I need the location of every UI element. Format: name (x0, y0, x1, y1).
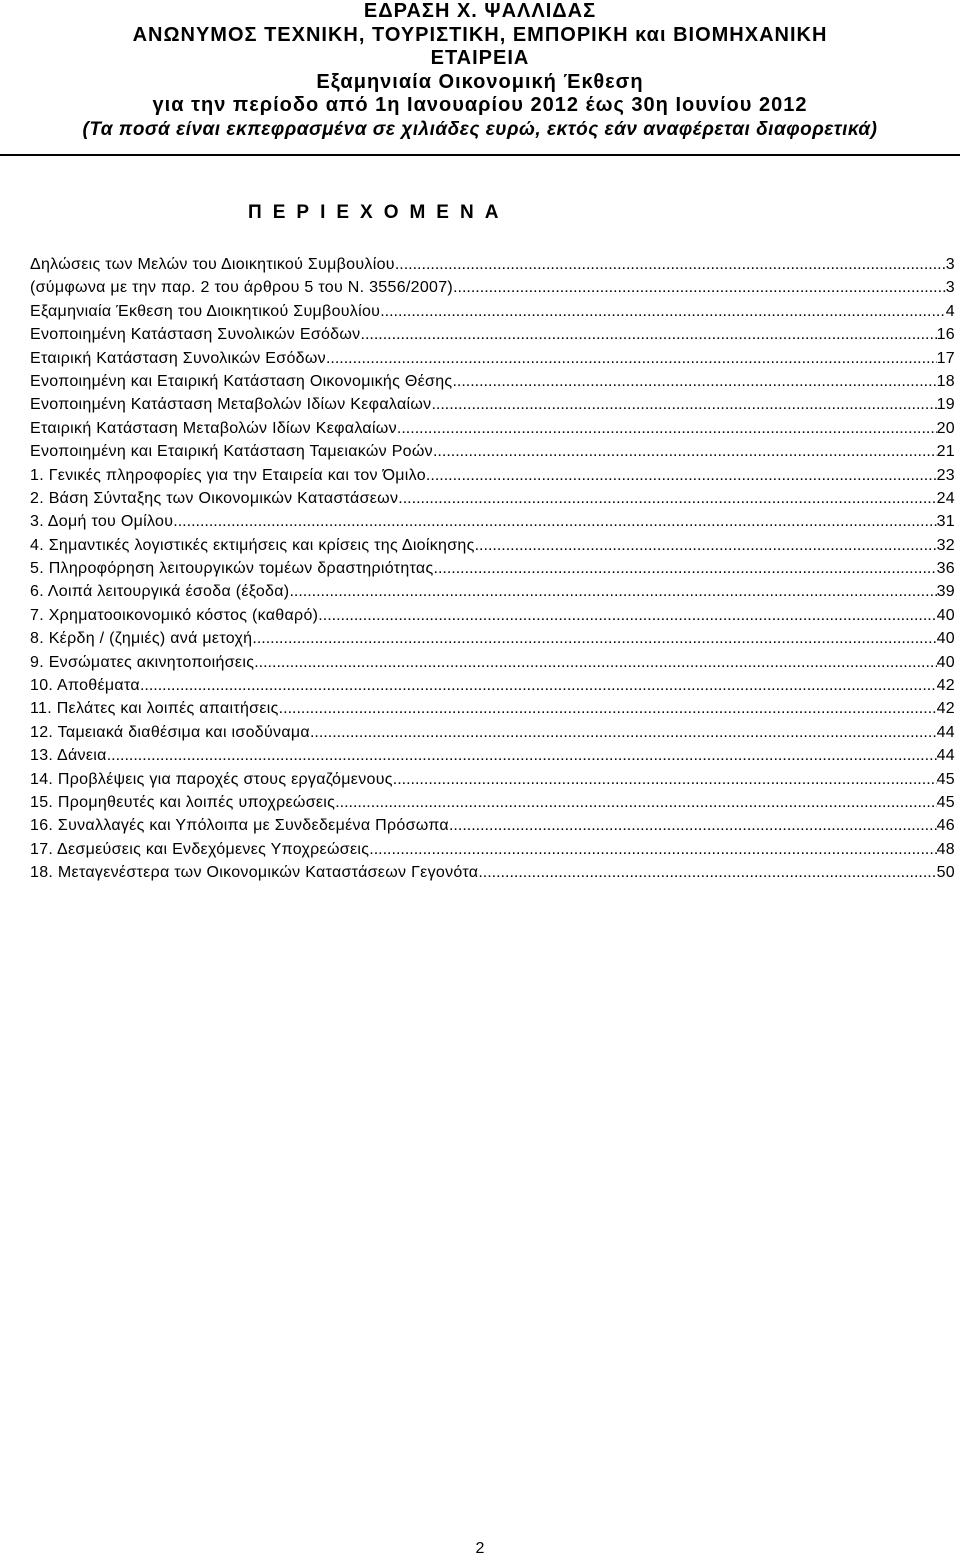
toc-entry[interactable] (30, 417, 955, 440)
toc-entry-label: 1. Γενικές πληροφορίες για την Εταιρεία και τον Όμιλο (30, 466, 426, 484)
company-legal-name: ΑΝΩΝΥΜΟΣ ΤΕΧΝΙΚΗ, ΤΟΥΡΙΣΤΙΚΗ, ΕΜΠΟΡΙΚΗ και ΒΙΟΜΗΧΑΝΙΚΗ (132, 23, 828, 46)
toc-entry-page: 36 (936, 560, 955, 578)
toc-entry-label: 7. Χρηματοοικονομικό κόστος (καθαρό) (30, 606, 319, 624)
toc-entry-label: 6. Λοιπά λειτουργικά έσοδα (έξοδα) (30, 583, 290, 601)
toc-leader-dots (335, 791, 936, 814)
toc-entry-page: 40 (936, 630, 955, 648)
toc-entry[interactable] (30, 534, 955, 557)
toc-entry[interactable] (30, 323, 955, 346)
toc-entry-page: 42 (936, 700, 955, 718)
toc-entry-page: 19 (936, 396, 955, 414)
toc-leader-dots (107, 744, 937, 767)
toc-entry[interactable] (30, 580, 955, 603)
toc-entry-label: Ενοποιημένη και Εταιρική Κατάσταση Ταμειακών Ροών (30, 443, 433, 461)
toc-entry-page: 48 (936, 840, 955, 858)
toc-entry-label: 11. Πελάτες και λοιπές απαιτήσεις (30, 700, 279, 718)
toc-entry[interactable] (30, 510, 955, 533)
toc-leader-dots (318, 604, 936, 627)
toc-entry-page: 44 (936, 747, 955, 765)
toc-leader-dots (361, 323, 937, 346)
report-title: Εξαμηνιαία Οικονομική Έκθεση (316, 70, 644, 93)
toc-leader-dots (254, 651, 936, 674)
toc-entry-label: Εταιρική Κατάσταση Μεταβολών Ιδίων Κεφαλαίων (30, 419, 397, 437)
page-number: 2 (475, 1540, 485, 1557)
toc-entry[interactable] (30, 487, 955, 510)
toc-entry-page: 20 (936, 419, 955, 437)
toc-entry[interactable] (30, 440, 955, 463)
toc-entry-page: 46 (936, 817, 955, 835)
report-period: για την περίοδο από 1η Ιανουαρίου 2012 έως 30η Ιουνίου 2012 (152, 94, 808, 116)
toc-entry-label: 14. Προβλέψεις για παροχές στους εργαζόμενους (30, 770, 393, 788)
toc-entry[interactable] (30, 300, 955, 323)
toc-leader-dots (426, 464, 937, 487)
toc-entry-page: 39 (936, 583, 955, 601)
toc-entry-label: 13. Δάνεια (30, 747, 107, 765)
toc-entry-label: 3. Δομή του Ομίλου (30, 513, 174, 531)
toc-entry-label: 2. Βάση Σύνταξης των Οικονομικών Καταστάσεων (30, 489, 399, 507)
toc-leader-dots (431, 393, 936, 416)
toc-leader-dots (289, 580, 936, 603)
toc-entry-label: 18. Μεταγενέστερα των Οικονομικών Καταστάσεων Γεγονότα (30, 864, 479, 882)
toc-entry[interactable] (30, 744, 955, 767)
table-of-contents (30, 253, 955, 885)
toc-entry-page: 40 (936, 653, 955, 671)
toc-entry-label: Δηλώσεις των Μελών του Διοικητικού Συμβουλίου (30, 256, 395, 273)
document-header (0, 0, 960, 141)
toc-entry-page: 44 (936, 723, 955, 741)
header-divider (0, 154, 960, 156)
toc-leader-dots (173, 510, 936, 533)
toc-leader-dots (310, 721, 937, 744)
toc-entry[interactable] (30, 814, 955, 837)
toc-entry-label: 16. Συναλλαγές και Υπόλοιπα με Συνδεδεμένα Πρόσωπα (30, 817, 449, 835)
toc-entry-page: 16 (936, 326, 955, 344)
toc-entry[interactable] (30, 651, 955, 674)
toc-entry[interactable] (30, 557, 955, 580)
toc-leader-dots (452, 370, 936, 393)
toc-entry-label: 12. Ταμειακά διαθέσιμα και ισοδύναμα (30, 723, 310, 741)
toc-entry-page: 40 (936, 606, 955, 624)
toc-entry-label: Εξαμηνιαία Έκθεση του Διοικητικού Συμβουλίου (30, 302, 381, 320)
toc-entry-label: Ενοποιημένη και Εταιρική Κατάσταση Οικονομικής Θέσης (30, 372, 453, 390)
toc-leader-dots (397, 417, 937, 440)
toc-entry-page: 4 (945, 302, 955, 320)
toc-leader-dots (475, 534, 937, 557)
toc-entry-page: 42 (936, 677, 955, 695)
toc-entry[interactable] (30, 674, 955, 697)
toc-entry-page: 45 (936, 770, 955, 788)
toc-leader-dots (326, 347, 937, 370)
toc-entry-label: 17. Δεσμεύσεις και Ενδεχόμενες Υποχρεώσεις (30, 840, 370, 858)
toc-entry-page: 18 (936, 372, 955, 390)
amounts-note: (Τα ποσά είναι εκπεφρασμένα σε χιλιάδες ευρώ, εκτός εάν αναφέρεται διαφορετικά) (82, 118, 878, 140)
toc-entry[interactable] (30, 627, 955, 650)
toc-entry[interactable] (30, 791, 955, 814)
toc-entry-label: Ενοποιημένη Κατάσταση Μεταβολών Ιδίων Κεφαλαίων (30, 396, 432, 414)
toc-entry-page: 50 (936, 864, 955, 882)
toc-leader-dots (434, 557, 937, 580)
toc-entry[interactable] (30, 861, 955, 884)
toc-entry-page: 17 (936, 349, 955, 367)
toc-entry-label: (σύμφωνα με την παρ. 2 του άρθρου 5 του Ν. 3556/2007) (30, 279, 454, 297)
company-legal-name-cont: ΕΤΑΙΡΕΙΑ (430, 47, 530, 69)
toc-leader-dots (395, 253, 946, 276)
toc-entry[interactable] (30, 768, 955, 791)
toc-entry-label: 8. Κέρδη / (ζημιές) ανά μετοχή (30, 630, 253, 648)
toc-leader-dots (369, 838, 936, 861)
toc-entry[interactable] (30, 253, 955, 276)
toc-entry-label: 15. Προμηθευτές και λοιπές υποχρεώσεις (30, 793, 336, 811)
toc-entry[interactable] (30, 604, 955, 627)
company-short-name: ΕΔΡΑΣΗ Χ. ΨΑΛΛΙΔΑΣ (363, 0, 597, 22)
toc-entry[interactable] (30, 838, 955, 861)
toc-leader-dots (433, 440, 937, 463)
toc-leader-dots (380, 300, 946, 323)
toc-entry[interactable] (30, 464, 955, 487)
toc-leader-dots (398, 487, 936, 510)
toc-entry-page: 3 (945, 279, 955, 297)
toc-entry-label: 10. Αποθέματα (30, 677, 140, 695)
toc-leader-dots (393, 768, 937, 791)
toc-leader-dots (140, 674, 937, 697)
toc-entry-page: 24 (936, 489, 955, 507)
toc-entry-label: Ενοποιημένη Κατάσταση Συνολικών Εσόδων (30, 326, 361, 344)
toc-entry-page: 21 (936, 443, 955, 461)
toc-entry-page: 32 (936, 536, 955, 554)
toc-entry[interactable] (30, 347, 955, 370)
toc-entry-page: 23 (936, 466, 955, 484)
toc-entry-label: Εταιρική Κατάσταση Συνολικών Εσόδων (30, 349, 326, 367)
toc-entry-page: 45 (936, 793, 955, 811)
toc-entry[interactable] (30, 393, 955, 416)
toc-title: ΠΕΡΙΕΧΟΜΕΝΑ (248, 202, 510, 223)
toc-entry-page: 31 (936, 513, 955, 531)
toc-entry-label: 9. Ενσώματες ακινητοποιήσεις (30, 653, 255, 671)
toc-entry-label: 5. Πληροφόρηση λειτουργικών τομέων δραστηριότητας (30, 560, 434, 578)
toc-entry[interactable] (30, 721, 955, 744)
toc-leader-dots (478, 861, 936, 884)
toc-entry-page: 3 (945, 256, 955, 273)
toc-leader-dots (279, 697, 937, 720)
toc-entry[interactable] (30, 276, 955, 299)
toc-entry-label: 4. Σημαντικές λογιστικές εκτιμήσεις και κρίσεις της Διοίκησης (30, 536, 475, 554)
toc-leader-dots (252, 627, 936, 650)
toc-entry[interactable] (30, 697, 955, 720)
toc-entry[interactable] (30, 370, 955, 393)
toc-leader-dots (449, 814, 937, 837)
toc-leader-dots (453, 276, 946, 299)
